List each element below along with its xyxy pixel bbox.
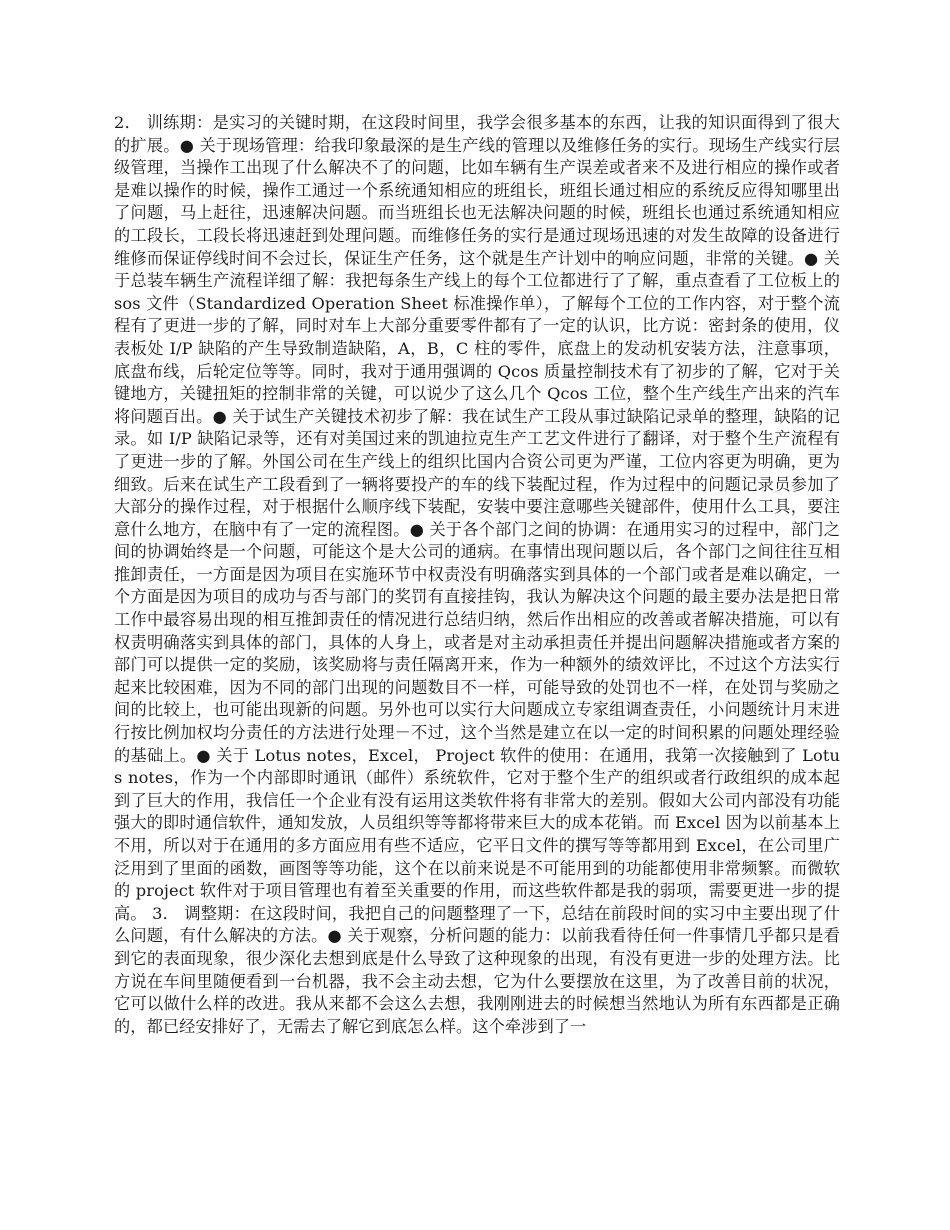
document-page xyxy=(114,112,840,1038)
body-paragraph: 2． 训练期：是实习的关键时期，在这段时间里，我学会很多基本的东西，让我的知识面得到了很大的扩展。● 关于现场管理：给我印象最深的是生产线的管理以及维修任务的实行。现场生产线实行层级管理，当操作工出现了什么解决不了的问题，比如车辆有生产误差或者来不及进行相应的操作或者是难以操作的时候，操作工通过一个系统通知相应的班组长，班组长通过相应的系统反应得知哪里出了问题，马上赶往，迅速解决问题。而当班组长也无法解决问题的时候，班组长也通过系统通知相应的工段长，工段长将迅速赶到处理问题。而维修任务的实行是通过现场迅速的对发生故障的设备进行维修而保证停线时间不会过长，保证生产任务，这个就是生产计划中的响应问题，非常的关键。● 关于总装车辆生产流程详细了解：我把每条生产线上的每个工位都进行了了解，重点查看了工位板上的 sos 文件（Standardized Operation Sheet 标准操作单），了解每个工位的工作内容，对于整个流程有了更进一步的了解，同时对车上大部分重要零件都有了一定的认识，比方说：密封条的使用，仪表板处 I/P 缺陷的产生导致制造缺陷，A，B，C 柱的零件，底盘上的发动机安装方法，注意事项，底盘布线，后轮定位等等。同时，我对于通用强调的 Qcos 质量控制技术有了初步的了解，它对于关键地方，关键扭矩的控制非常的关键，可以说少了这么几个 Qcos 工位，整个生产线生产出来的汽车将问题百出。● 关于试生产关键技术初步了解：我在试生产工段从事过缺陷记录单的整理，缺陷的记录。如 I/P 缺陷记录等，还有对美国过来的凯迪拉克生产工艺文件进行了翻译，对于整个生产流程有了更进一步的了解。外国公司在生产线上的组织比国内合资公司更为严谨，工位内容更为明确，更为细致。后来在试生产工段看到了一辆将要投产的车的线下装配过程，作为过程中的问题记录员参加了大部分的操作过程，对于根据什么顺序线下装配，安装中要注意哪些关键部件，使用什么工具，要注意什么地方，在脑中有了一定的流程图。● 关于各个部门之间的协调：在通用实习的过程中，部门之间的协调始终是一个问题，可能这个是大公司的通病。在事情出现问题以后，各个部门之间往往互相推卸责任，一方面是因为项目在实施环节中权责没有明确落实到具体的一个部门或者是难以确定，一个方面是因为项目的成功与否与部门的奖罚有直接挂钩，我认为解决这个问题的最主要办法是把日常工作中最容易出现的相互推卸责任的情况进行总结归纳，然后作出相应的改善或者解决措施，可以有权责明确落实到具体的部门，具体的人身上，或者是对主动承担责任并提出问题解决措施或者方案的部门可以提供一定的奖励，该奖励将与责任隔离开来，作为一种额外的绩效评比，不过这个方法实行起来比较困难，因为不同的部门出现的问题数目不一样，可能导致的处罚也不一样，在处罚与奖励之间的比较上，也可能出现新的问题。另外也可以实行大问题成立专家组调查责任，小问题统计月末进行按比例加权均分责任的方法进行处理－不过，这个当然是建立在以一定的时间积累的问题处理经验的基础上。● 关于 Lotus notes，Excel， Project 软件的使用：在通用，我第一次接触到了 Lotus notes，作为一个内部即时通讯（邮件）系统软件，它对于整个生产的组织或者行政组织的成本起到了巨大的作用，我信任一个企业有没有运用这类软件将有非常大的差别。假如大公司内部没有功能强大的即时通信软件，通知发放，人员组织等等都将带来巨大的成本花销。而 Excel 因为以前基本上不用，所以对于在通用的多方面应用有些不适应，它平日文件的撰写等等都用到 Excel，在公司里广泛用到了里面的函数，画图等等功能，这个在以前来说是不可能用到的功能都使用非常频繁。而微软的 project 软件对于项目管理也有着至关重要的作用，而这些软件都是我的弱项，需要更进一步的提高。 3． 调整期：在这段时间，我把自己的问题整理了一下，总结在前段时间的实习中主要出现了什么问题，有什么解决的方法。● 关于观察，分析问题的能力：以前我看待任何一件事情几乎都只是看到它的表面现象，很少深化去想到底是什么导致了这种现象的出现，有没有更进一步的处理方法。比方说在车间里随便看到一台机器，我不会主动去想，它为什么要摆放在这里，为了改善目前的状况，它可以做什么样的改进。我从来都不会这么去想，我刚刚进去的时候想当然地认为所有东西都是正确的，都已经安排好了，无需去了解它到底怎么样。这个牵涉到了一 xyxy=(114,113,840,1036)
